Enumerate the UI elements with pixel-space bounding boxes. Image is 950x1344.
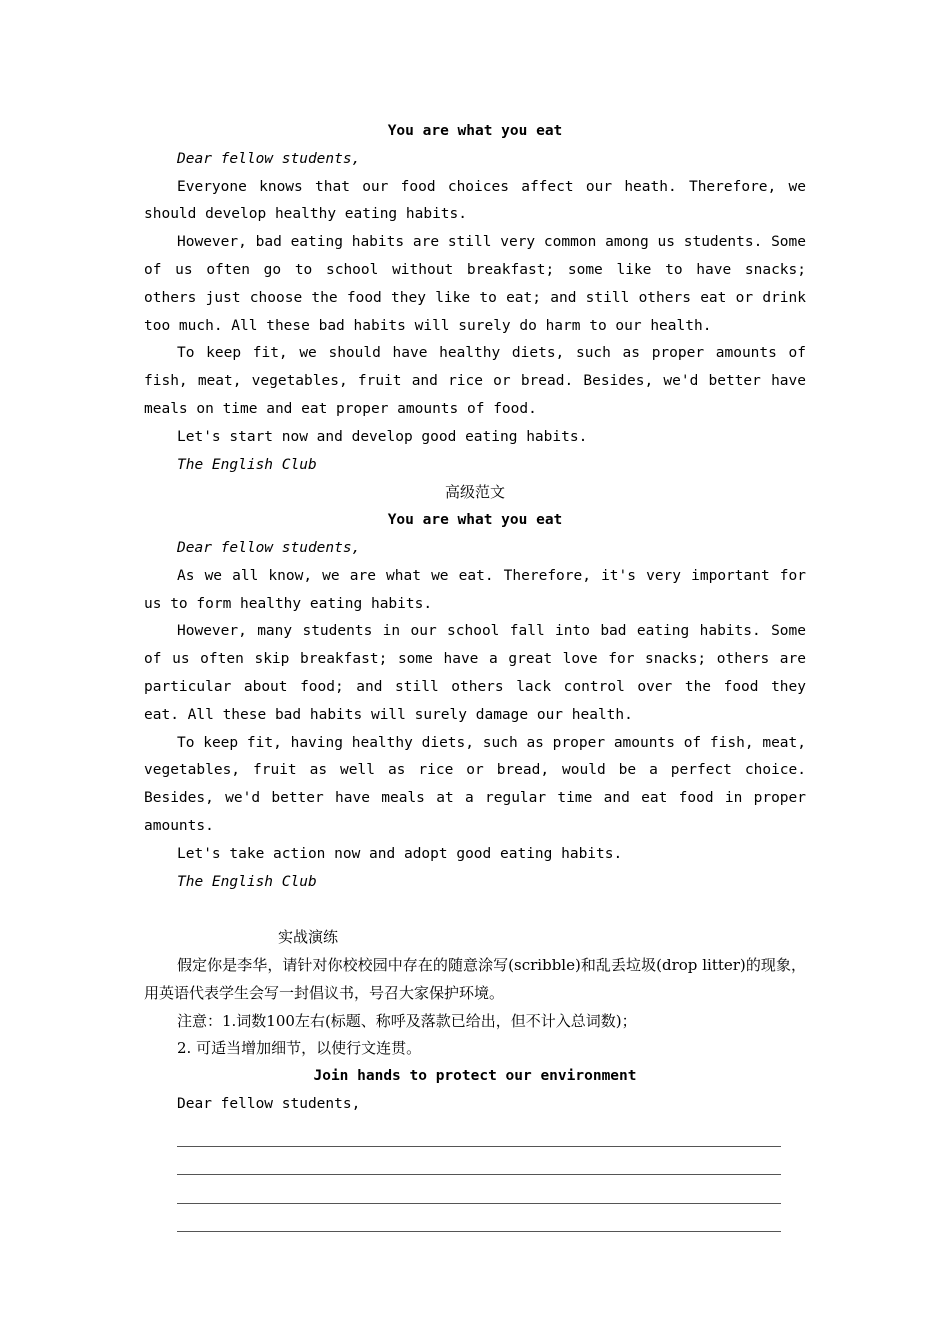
practice-heading: 实战演练 xyxy=(278,928,339,947)
writing-line[interactable] xyxy=(177,1119,781,1147)
writing-line[interactable] xyxy=(177,1147,781,1175)
sample2-paragraph-1: As we all know, we are what we eat. Therefore, it's very important for us to form healthy eating habits. xyxy=(144,567,806,612)
sample2-paragraph-3: To keep fit, having healthy diets, such as proper amounts of fish, meat, vegetables, fruit as well as rice or bread, would be a perfect choice. Besides, we'd better have meals at a regular time and eat food in proper amounts. xyxy=(144,734,806,834)
practice-note-2: 2. 可适当增加细节，以使行文连贯。 xyxy=(177,1039,422,1058)
sample2-paragraph-4: Let's take action now and adopt good eating habits. xyxy=(177,845,623,862)
writing-line[interactable] xyxy=(177,1175,781,1203)
sample1-paragraph-1: Everyone knows that our food choices affect our heath. Therefore, we should develop healthy eating habits. xyxy=(144,178,806,223)
document-page xyxy=(144,118,806,1232)
practice-task: 假定你是李华，请针对你校校园中存在的随意涂写(scribble)和乱丢垃圾(drop litter)的现象，用英语代表学生会写一封倡议书，号召大家保护环境。 xyxy=(144,955,806,1002)
practice-greeting: Dear fellow students, xyxy=(177,1095,361,1112)
sample2-title: You are what you eat xyxy=(387,512,563,529)
sample1-signature: The English Club xyxy=(177,456,317,473)
practice-title: Join hands to protect our environment xyxy=(313,1068,637,1085)
sample1-greeting: Dear fellow students, xyxy=(177,150,361,167)
sample1-paragraph-2: However, bad eating habits are still very common among us students. Some of us often go to school without breakfast; some like to have snacks; others just choose the food they like to eat; and still others eat or drink too much. All these bad habits will surely do harm to our health. xyxy=(144,234,806,334)
sample1-paragraph-3: To keep fit, we should have healthy diets, such as proper amounts of fish, meat, vegetables, fruit and rice or bread. Besides, we'd better have meals on time and eat proper amounts of food. xyxy=(144,345,806,417)
sample2-heading: 高级范文 xyxy=(444,483,505,502)
practice-note-1: 注意：1.词数100左右(标题、称呼及落款已给出，但不计入总词数)； xyxy=(177,1011,637,1030)
writing-line[interactable] xyxy=(177,1204,781,1232)
sample2-paragraph-2: However, many students in our school fall into bad eating habits. Some of us often skip breakfast; some have a great love for snacks; others are particular about food; and still others lack control over the food they eat. All these bad habits will surely damage our health. xyxy=(144,623,806,723)
sample2-signature: The English Club xyxy=(177,873,317,890)
sample1-paragraph-4: Let's start now and develop good eating habits. xyxy=(177,428,588,445)
sample2-greeting: Dear fellow students, xyxy=(177,539,361,556)
sample1-title: You are what you eat xyxy=(387,123,563,139)
spacer xyxy=(144,896,806,924)
